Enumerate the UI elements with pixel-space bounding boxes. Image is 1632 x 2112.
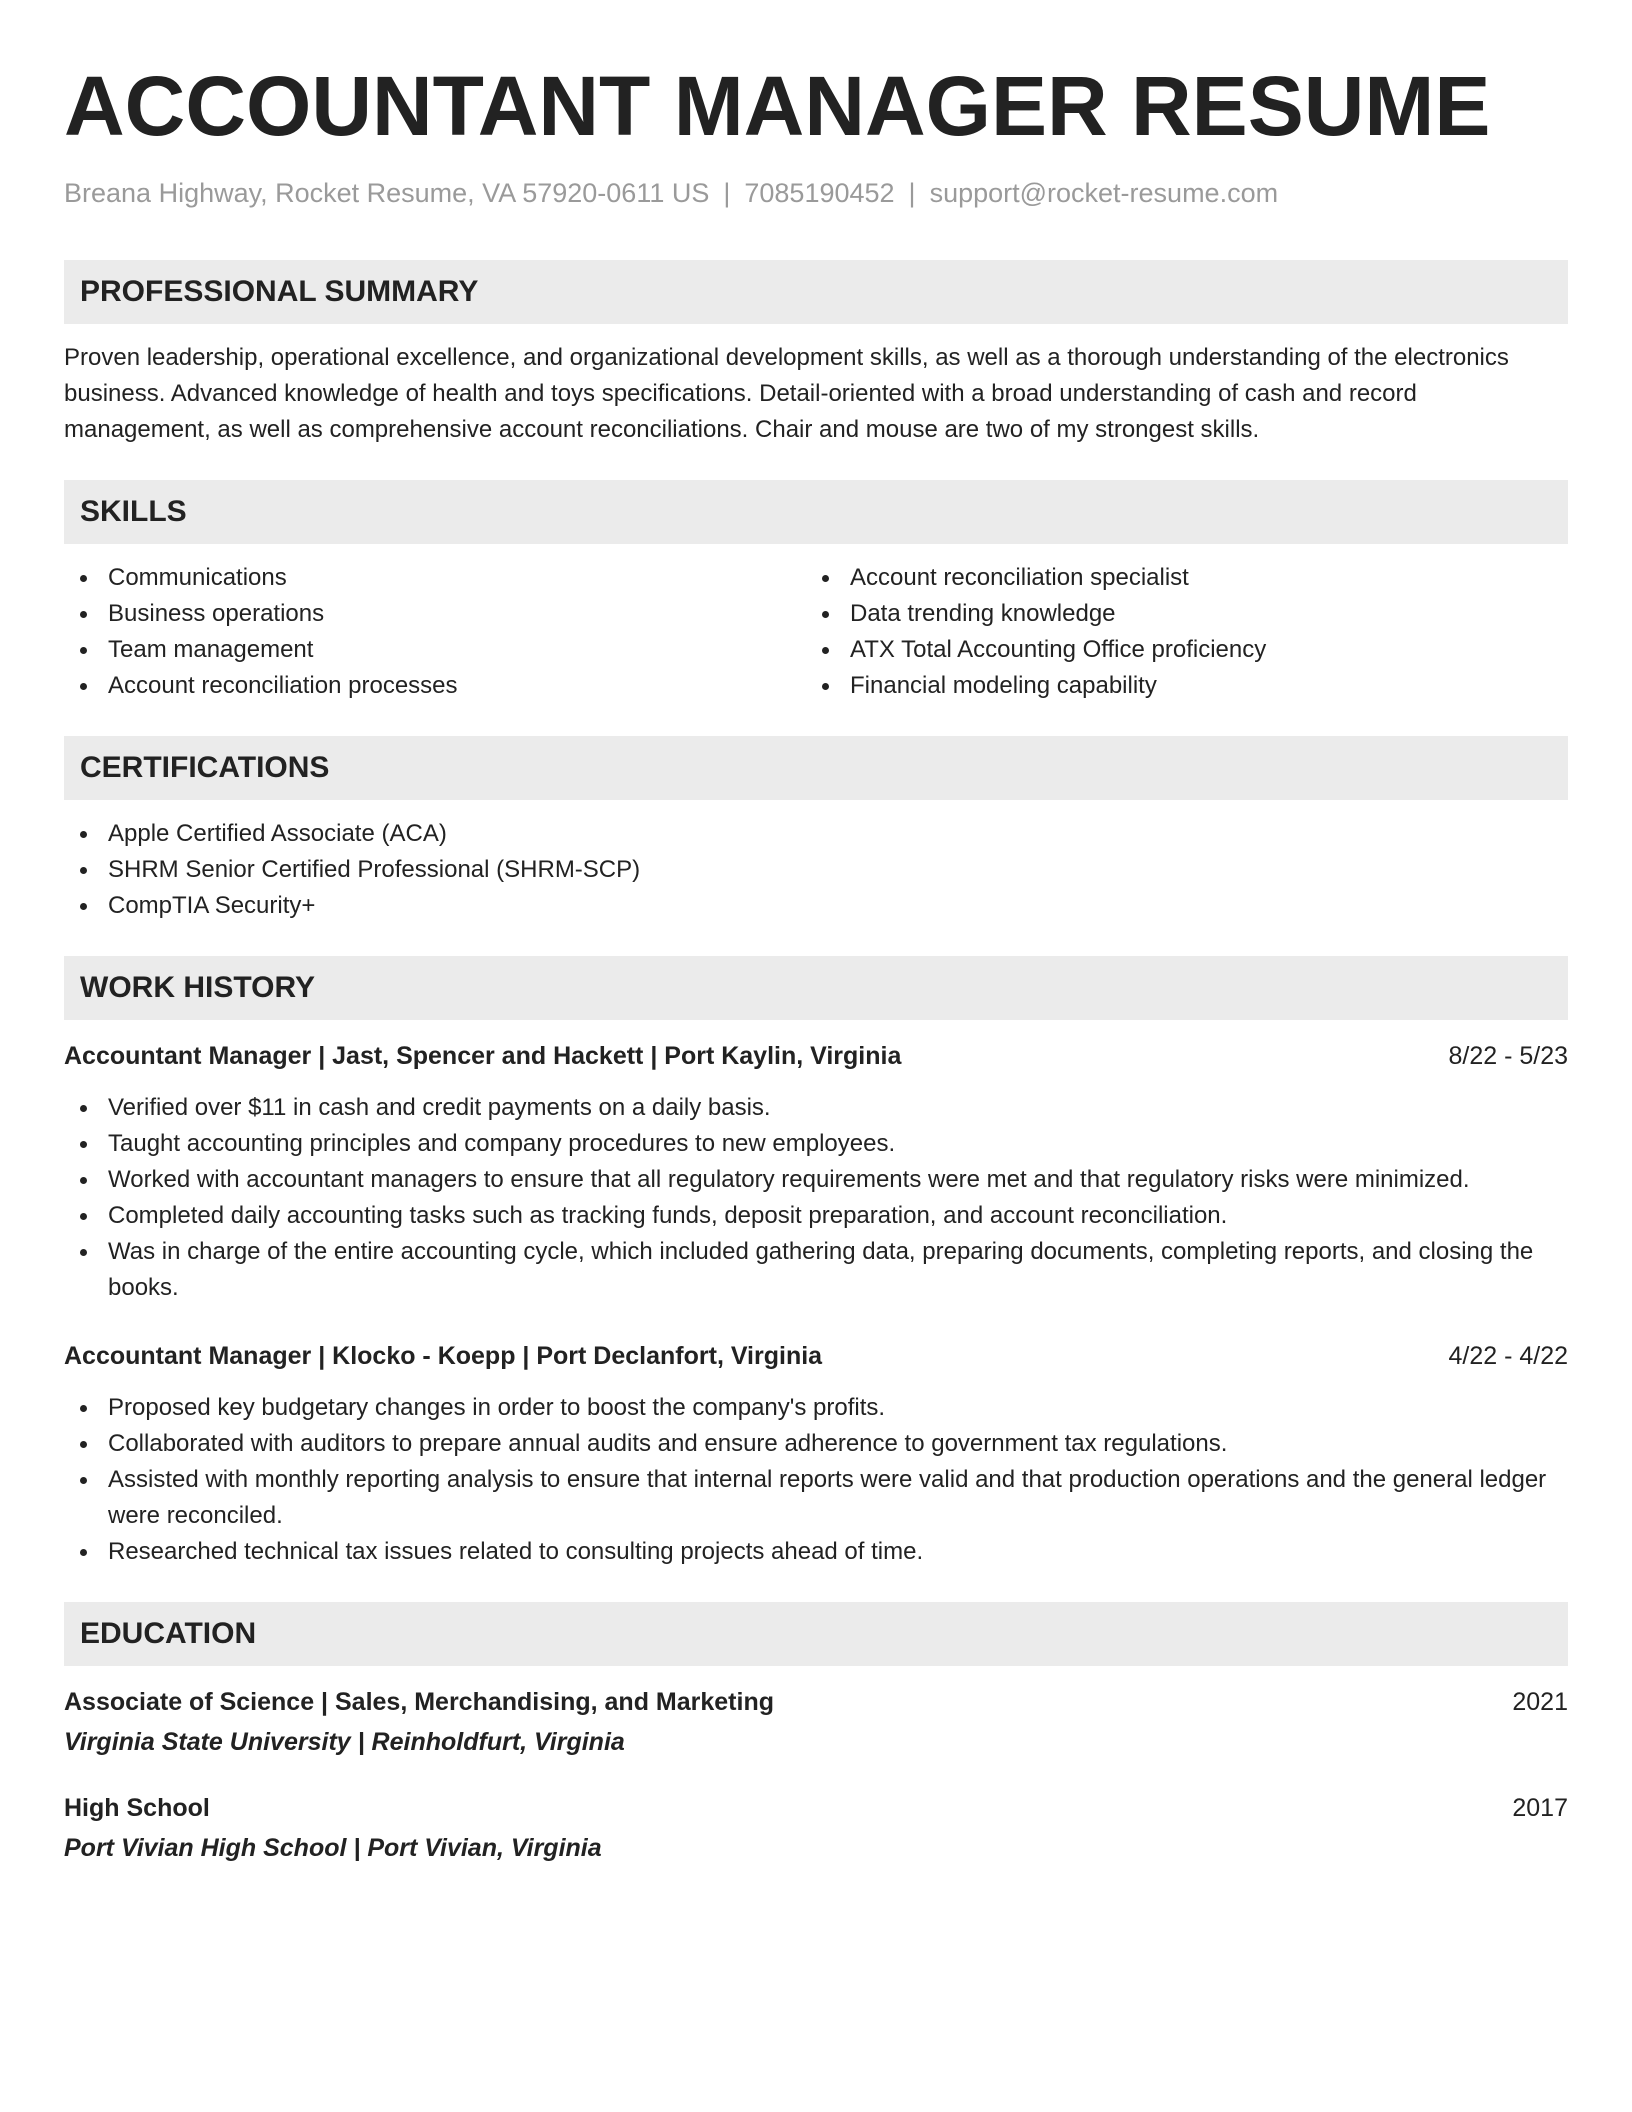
contact-phone: 7085190452 bbox=[744, 178, 895, 208]
certifications-heading: CERTIFICATIONS bbox=[64, 736, 1568, 800]
job-title: Accountant Manager | Jast, Spencer and Hackett | Port Kaylin, Virginia bbox=[64, 1042, 902, 1070]
job-duty: Verified over $11 in cash and credit payments on a daily basis. bbox=[64, 1090, 1568, 1126]
skills-column-left bbox=[64, 560, 806, 704]
certifications-list bbox=[64, 816, 1568, 924]
job-header bbox=[64, 1338, 1568, 1374]
job-duties bbox=[64, 1390, 1568, 1570]
job-duty: Assisted with monthly reporting analysis to ensure that internal reports were valid and that production operations and the general ledger were reconciled. bbox=[64, 1462, 1568, 1534]
summary-text: Proven leadership, operational excellence, and organizational development skills, as well as a thorough understanding of the electronics business. Advanced knowledge of health and toys specifications. Detail-oriented with a broad understanding of cash and record management, as well as comprehensive account reconciliations. Chair and mouse are two of my strongest skills. bbox=[64, 344, 1509, 443]
skill-item: Data trending knowledge bbox=[806, 596, 1548, 632]
job-duty: Researched technical tax issues related to consulting projects ahead of time. bbox=[64, 1534, 1568, 1570]
certification-item: CompTIA Security+ bbox=[64, 888, 1568, 924]
job-dates: 8/22 - 5/23 bbox=[1448, 1042, 1568, 1070]
certification-item: Apple Certified Associate (ACA) bbox=[64, 816, 1568, 852]
contact-separator: | bbox=[908, 178, 916, 208]
job-duty: Proposed key budgetary changes in order to boost the company's profits. bbox=[64, 1390, 1568, 1426]
education-school: Virginia State University | Reinholdfurt, Virginia bbox=[64, 1728, 625, 1756]
contact-separator: | bbox=[723, 178, 731, 208]
certification-item: SHRM Senior Certified Professional (SHRM-SCP) bbox=[64, 852, 1568, 888]
job-duty: Completed daily accounting tasks such as tracking funds, deposit preparation, and account reconciliation. bbox=[64, 1198, 1568, 1234]
skills-heading: SKILLS bbox=[64, 480, 1568, 544]
skill-item: ATX Total Accounting Office proficiency bbox=[806, 632, 1548, 668]
resume-title: ACCOUNTANT MANAGER RESUME bbox=[64, 59, 1491, 153]
job-dates: 4/22 - 4/22 bbox=[1448, 1342, 1568, 1370]
education-degree: Associate of Science | Sales, Merchandising, and Marketing bbox=[64, 1688, 774, 1716]
education-entry bbox=[64, 1790, 1568, 1866]
job-duties bbox=[64, 1090, 1568, 1306]
summary-heading: PROFESSIONAL SUMMARY bbox=[64, 260, 1568, 324]
education-year: 2017 bbox=[1512, 1794, 1568, 1822]
education-entry bbox=[64, 1684, 1568, 1760]
education-degree: High School bbox=[64, 1794, 210, 1822]
skill-item: Account reconciliation processes bbox=[64, 668, 806, 704]
job-duty: Taught accounting principles and company procedures to new employees. bbox=[64, 1126, 1568, 1162]
education-year: 2021 bbox=[1512, 1688, 1568, 1716]
contact-address: Breana Highway, Rocket Resume, VA 57920-0611 US bbox=[64, 178, 710, 208]
contact-email[interactable]: support@rocket-resume.com bbox=[929, 178, 1279, 208]
job-duty: Was in charge of the entire accounting cycle, which included gathering data, preparing documents, completing reports, and closing the books. bbox=[64, 1234, 1568, 1306]
skill-item: Team management bbox=[64, 632, 806, 668]
education-header bbox=[64, 1684, 1568, 1720]
job-title: Accountant Manager | Klocko - Koepp | Port Declanfort, Virginia bbox=[64, 1342, 823, 1370]
job-entry bbox=[64, 1338, 1568, 1570]
skills-column-right bbox=[806, 560, 1548, 704]
job-entry bbox=[64, 1038, 1568, 1306]
education-school: Port Vivian High School | Port Vivian, Virginia bbox=[64, 1834, 602, 1862]
skill-item: Communications bbox=[64, 560, 806, 596]
skill-item: Business operations bbox=[64, 596, 806, 632]
skill-item: Account reconciliation specialist bbox=[806, 560, 1548, 596]
contact-line bbox=[64, 176, 1568, 210]
education-header bbox=[64, 1790, 1568, 1826]
job-duty: Collaborated with auditors to prepare annual audits and ensure adherence to government tax regulations. bbox=[64, 1426, 1568, 1462]
job-header bbox=[64, 1038, 1568, 1074]
work-history-heading: WORK HISTORY bbox=[64, 956, 1568, 1020]
job-duty: Worked with accountant managers to ensure that all regulatory requirements were met and that regulatory risks were minimized. bbox=[64, 1162, 1568, 1198]
skill-item: Financial modeling capability bbox=[806, 668, 1548, 704]
skills-list bbox=[64, 560, 1568, 704]
education-heading: EDUCATION bbox=[64, 1602, 1568, 1666]
